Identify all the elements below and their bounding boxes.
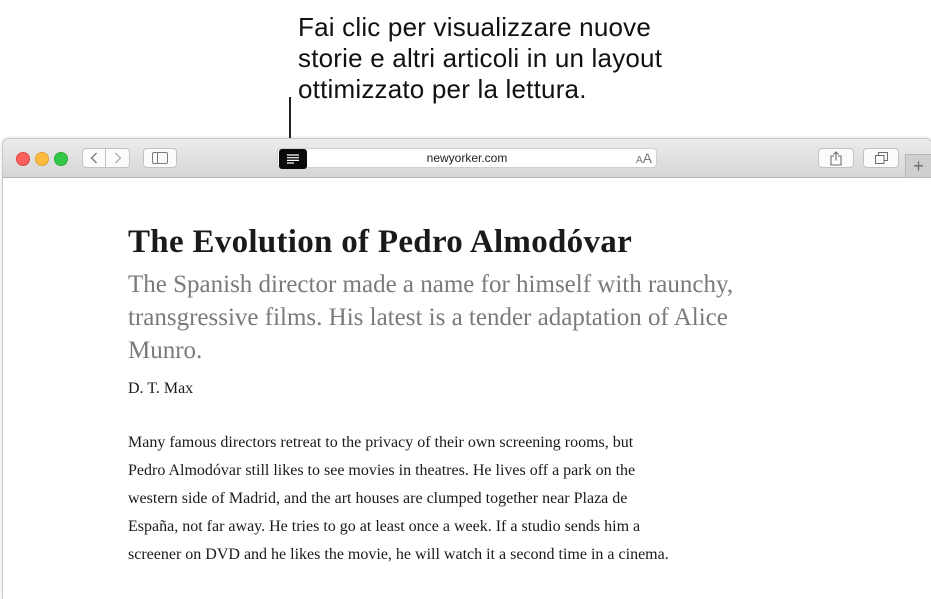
body-line: Many famous directors retreat to the privacy of their own screening rooms, but [128, 434, 634, 451]
body-line: España, not far away. He tries to go at least once a week. If a studio sends him a [128, 518, 641, 535]
back-button[interactable] [82, 148, 106, 168]
zoom-button[interactable] [54, 152, 68, 166]
callout-text [298, 12, 818, 105]
share-icon [830, 151, 842, 166]
share-button[interactable] [818, 148, 854, 168]
sidebar-button[interactable] [143, 148, 177, 168]
text-size-small-label: A [635, 155, 643, 166]
tab-overview-button[interactable] [863, 148, 899, 168]
article [128, 222, 808, 569]
article-title: The Evolution of Pedro Almodóvar [128, 224, 633, 260]
sidebar-icon [152, 152, 168, 164]
close-button[interactable] [16, 152, 30, 166]
forward-button[interactable] [106, 148, 130, 168]
chevron-left-icon [90, 152, 98, 164]
text-size-button[interactable] [636, 149, 652, 167]
body-line: western side of Madrid, and the art houses are clumped together near Plaza de [128, 490, 628, 507]
chevron-right-icon [114, 152, 122, 164]
callout-line-2: storie e altri articoli in un layout [298, 43, 663, 73]
address-bar[interactable] [277, 148, 657, 168]
tab-overview-icon [875, 152, 888, 164]
article-byline: D. T. Max [128, 380, 194, 397]
article-body [128, 429, 808, 569]
callout-line-3: ottimizzato per la lettura. [298, 74, 587, 104]
toolbar [3, 139, 931, 178]
callout-line-1: Fai clic per visualizzare nuove [298, 12, 652, 42]
new-tab-button[interactable]: + [905, 154, 931, 177]
body-line: Pedro Almodóvar still likes to see movies in theatres. He lives off a park on the [128, 462, 636, 479]
article-subtitle: The Spanish director made a name for himself with raunchy, transgressive films. His latest is a tender adaptation of Alice Munro. [128, 271, 734, 364]
url-text: newyorker.com [426, 151, 508, 165]
minimize-button[interactable] [35, 152, 49, 166]
text-size-large-label: A [642, 150, 652, 166]
body-line: screener on DVD and he likes the movie, he will watch it a second time in a cinema. [128, 546, 669, 563]
